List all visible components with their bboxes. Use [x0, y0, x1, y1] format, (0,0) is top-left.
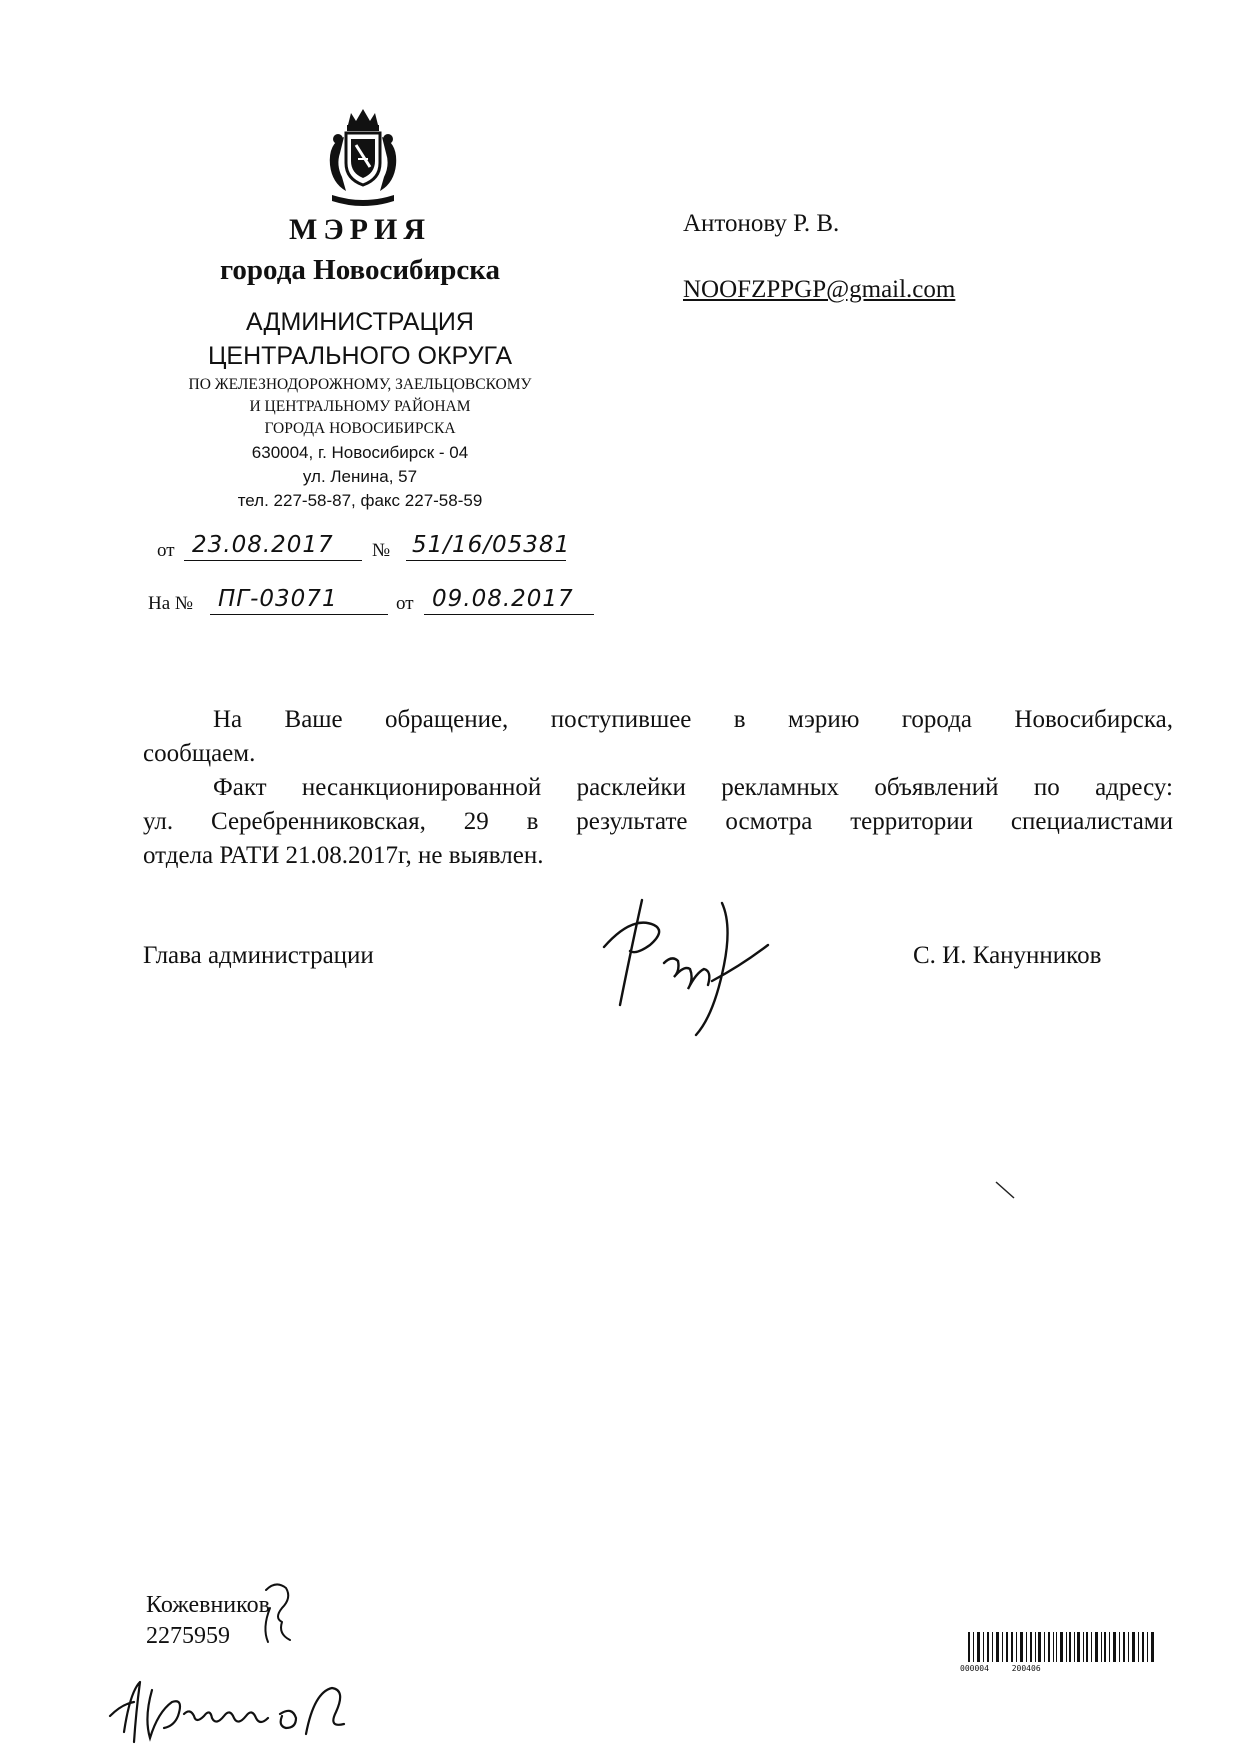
executor-phone: 2275959	[146, 1623, 230, 1649]
incoming-date-label: от	[396, 593, 414, 614]
address-line: 630004, г. Новосибирск - 04	[251, 443, 469, 462]
body-line: На Ваше обращение, поступившее в мэрию города Новосибирска,	[213, 706, 1173, 733]
outgoing-date-value: 23.08.2017	[192, 532, 334, 558]
barcode-digits-left: 000004	[960, 1664, 989, 1673]
address-line: ул. Ленина, 57	[302, 467, 418, 486]
body-line: отдела РАТИ 21.08.2017г, не выявлен.	[143, 842, 544, 869]
outgoing-date-label: от	[157, 540, 175, 561]
recipient-name: Антонову Р. В.	[683, 210, 840, 237]
mayor-city: города Новосибирска	[219, 254, 501, 286]
signatory-position: Глава администрации	[143, 942, 374, 969]
mayor-title: МЭРИЯ	[289, 213, 431, 246]
admin-subtitle-line: И ЦЕНТРАЛЬНОМУ РАЙОНАМ	[249, 398, 471, 415]
admin-subtitle-line: ГОРОДА НОВОСИБИРСКА	[264, 420, 456, 437]
contact-line: тел. 227-58-87, факс 227-58-59	[237, 491, 483, 510]
signatory-name: С. И. Канунников	[913, 942, 1102, 969]
incoming-date-field	[424, 586, 594, 615]
barcode-digits-right: 200406	[1011, 1664, 1041, 1673]
body-line: Факт несанкционированной расклейки рекламных объявлений по адресу:	[213, 774, 1173, 801]
executor-name: Кожевников	[146, 1592, 270, 1618]
stray-mark	[994, 1180, 1018, 1202]
barcode-digits	[960, 1664, 1041, 1673]
admin-title-line: АДМИНИСТРАЦИЯ	[246, 308, 474, 336]
body-line: сообщаем.	[143, 740, 256, 767]
recipient-email: NOOFZPPGP@gmail.com	[683, 276, 956, 303]
incoming-number-value: ПГ-03071	[218, 586, 338, 612]
outgoing-date-field	[184, 532, 362, 561]
incoming-date-value: 09.08.2017	[432, 586, 574, 612]
outgoing-number-value: 51/16/05381	[412, 532, 571, 558]
handwritten-note	[100, 1672, 390, 1754]
letter-body	[143, 703, 1173, 873]
outgoing-number-label: №	[372, 540, 391, 561]
city-coat-of-arms-icon	[318, 107, 408, 211]
incoming-number-field	[210, 586, 388, 615]
outgoing-number-field	[406, 532, 571, 561]
admin-title-line: ЦЕНТРАЛЬНОГО ОКРУГА	[207, 342, 513, 370]
body-line: ул. Серебренниковская, 29 в результате осмотра территории специалистами	[143, 808, 1173, 835]
handwritten-signature	[592, 885, 782, 1045]
admin-subtitle-line: ПО ЖЕЛЕЗНОДОРОЖНОМУ, ЗАЕЛЬЦОВСКОМУ	[188, 376, 532, 393]
executor-initials-scribble	[252, 1578, 312, 1648]
barcode	[968, 1632, 1154, 1662]
incoming-number-label: На №	[148, 593, 194, 614]
